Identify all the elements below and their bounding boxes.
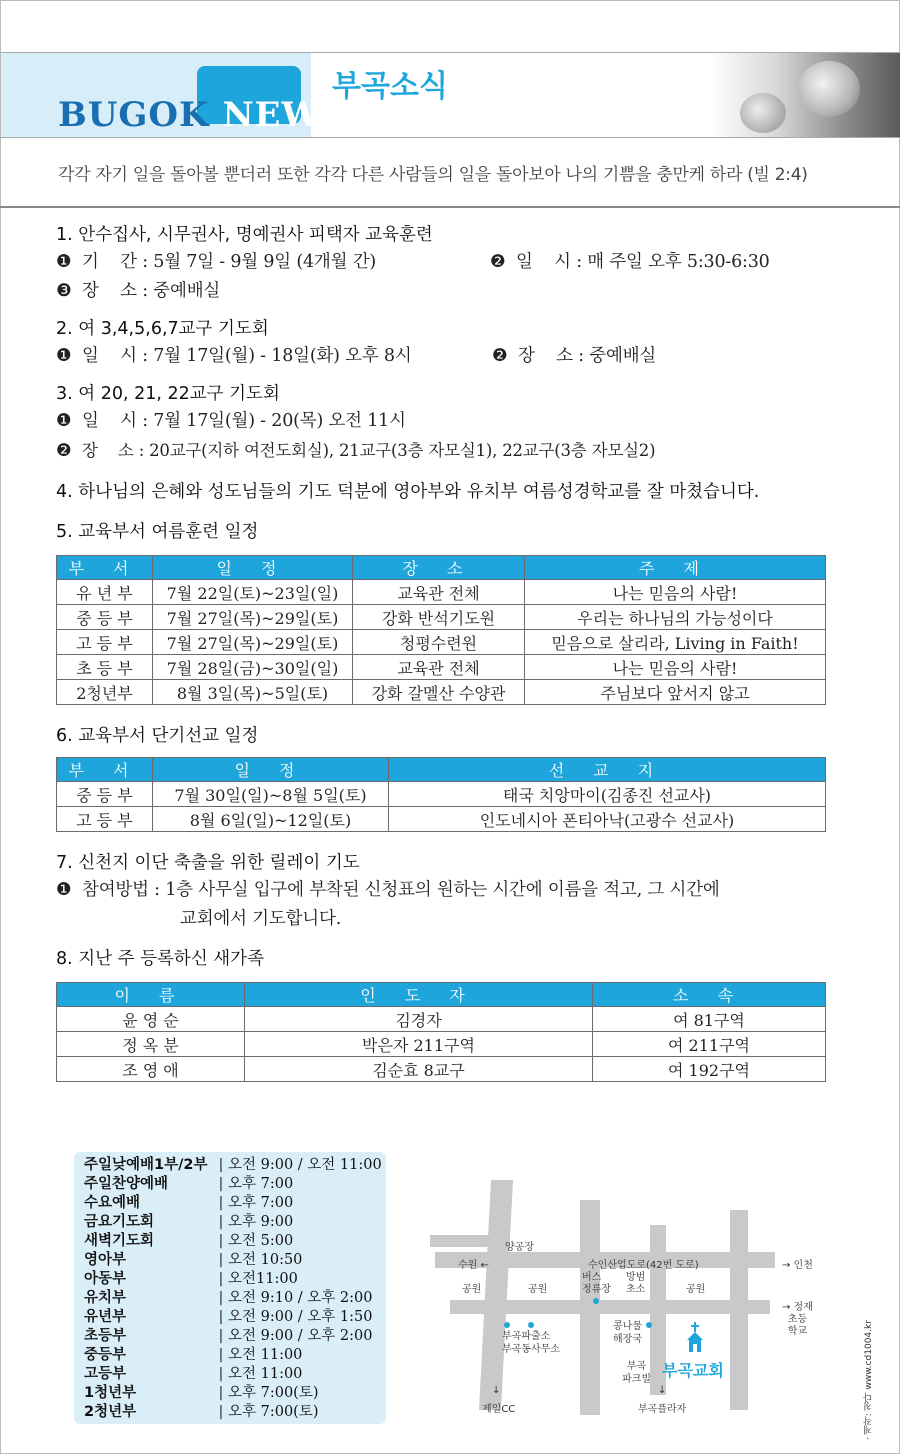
map-road xyxy=(450,1300,770,1314)
item-7-line-2 xyxy=(56,905,836,934)
logo-text-left: BUGOK xyxy=(58,95,223,135)
cell-date: 8월 6일(일)~12일(토) xyxy=(153,807,389,832)
map-road xyxy=(479,1180,513,1410)
news-content xyxy=(56,222,836,1082)
table-header-row xyxy=(57,758,826,782)
schedule-time: 오전 10:50 xyxy=(228,1252,303,1268)
cell-group: 여 211구역 xyxy=(593,1032,826,1057)
cell-name: 윤 영 순 xyxy=(57,1007,245,1032)
column-header: 소 속 xyxy=(593,983,826,1007)
schedule-name: 새벽기도회 xyxy=(84,1233,155,1249)
separator: | xyxy=(218,1347,224,1363)
schedule-time: 오전 9:00 / 오후 2:00 xyxy=(228,1328,373,1344)
schedule-time: 오후 7:00(토) xyxy=(228,1404,319,1420)
cell-place: 강화 갈멜산 수양관 xyxy=(353,680,525,705)
map-road xyxy=(430,1235,510,1247)
schedule-row xyxy=(84,1213,293,1232)
schedule-row xyxy=(84,1346,302,1365)
cell-theme: 믿음으로 살리라, Living in Faith! xyxy=(525,630,826,655)
bullet-1: ❶ xyxy=(56,346,72,366)
schedule-name: 고등부 xyxy=(84,1366,127,1382)
schedule-name: 중등부 xyxy=(84,1347,127,1363)
schedule-row xyxy=(84,1289,372,1308)
cell-theme: 우리는 하나님의 가능성이다 xyxy=(525,605,826,630)
cell-theme: 나는 믿음의 사람! xyxy=(525,580,826,605)
map-label: 공원 xyxy=(462,1284,482,1295)
bullet-2: ❷ xyxy=(492,346,508,366)
table-row xyxy=(57,680,826,705)
stone-image xyxy=(798,61,860,117)
separator: | xyxy=(218,1328,224,1344)
column-header: 부 서 xyxy=(57,758,153,782)
column-header: 장 소 xyxy=(353,556,525,580)
cell-date: 7월 28일(금)~30일(일) xyxy=(153,655,353,680)
separator: | xyxy=(218,1309,224,1325)
schedule-row xyxy=(84,1270,298,1289)
map-dot xyxy=(504,1322,510,1328)
logo xyxy=(58,95,346,135)
cell-dept: 2청년부 xyxy=(57,680,153,705)
cell-guide: 김경자 xyxy=(245,1007,593,1032)
schedule-row xyxy=(84,1251,302,1270)
cell-dept: 고 등 부 xyxy=(57,807,153,832)
separator: | xyxy=(218,1385,224,1401)
schedule-name: 유치부 xyxy=(84,1290,127,1306)
item-2-line-1 xyxy=(56,342,836,371)
map-label: 공원 xyxy=(528,1284,548,1295)
map-label: 수인산업도로(42번 도로) xyxy=(588,1260,699,1271)
map-label: 수원 ← xyxy=(458,1260,489,1271)
column-header: 인 도 자 xyxy=(245,983,593,1007)
schedule-name: 초등부 xyxy=(84,1328,127,1344)
down-arrow-icon: ↓ xyxy=(658,1385,667,1396)
bullet-1: ❶ xyxy=(56,411,72,431)
schedule-name: 금요기도회 xyxy=(84,1214,155,1230)
schedule-time: 오후 7:00 xyxy=(228,1195,294,1211)
table-header-row xyxy=(57,983,826,1007)
schedule-row xyxy=(84,1156,382,1175)
item-1-title: 1. 안수집사, 시무권사, 명예권사 피택자 교육훈련 xyxy=(56,225,433,245)
column-header: 부 서 xyxy=(57,556,153,580)
table-row xyxy=(57,807,826,832)
church-label: 부곡교회 xyxy=(662,1361,724,1380)
item-7-title: 7. 신천지 이단 축출을 위한 릴레이 기도 xyxy=(56,853,360,873)
map-label: 공원 xyxy=(686,1284,706,1295)
cell-date: 8월 3일(목)~5일(토) xyxy=(153,680,353,705)
church-map xyxy=(430,1170,840,1420)
cell-name: 정 옥 분 xyxy=(57,1032,245,1057)
header-photo xyxy=(710,53,900,137)
schedule-row xyxy=(84,1175,293,1194)
bus-stop-dot xyxy=(593,1298,599,1304)
map-label: 부곡파출소 부곡동사무소 xyxy=(502,1331,560,1355)
schedule-row xyxy=(84,1365,302,1384)
schedule-row xyxy=(84,1384,319,1403)
cell-date: 7월 27일(목)~29일(토) xyxy=(153,630,353,655)
separator: | xyxy=(218,1176,224,1192)
item-3-line-2 xyxy=(56,436,836,465)
schedule-name: 1청년부 xyxy=(84,1385,137,1401)
cell-theme: 주님보다 앞서지 않고 xyxy=(525,680,826,705)
table-row xyxy=(57,655,826,680)
item-3-line-1 xyxy=(56,407,836,436)
map-label: 제일CC xyxy=(482,1404,516,1415)
schedule-row xyxy=(84,1194,293,1213)
column-header: 일 정 xyxy=(153,556,353,580)
map-label: 부곡플라자 xyxy=(638,1404,687,1415)
separator: | xyxy=(218,1404,224,1420)
schedule-time: 오후 9:00 xyxy=(228,1214,294,1230)
map-label: 콩나물 해장국 xyxy=(613,1321,642,1345)
item-1-period: 기 간 : 5월 7일 - 9월 9일 (4개월 간) xyxy=(82,252,377,272)
map-label: 방범 초소 xyxy=(626,1272,646,1295)
cell-group: 여 192구역 xyxy=(593,1057,826,1082)
cell-dept: 고 등 부 xyxy=(57,630,153,655)
credit: · 제작: 청다 www.cd1004.kr xyxy=(864,1320,874,1440)
schedule-row xyxy=(84,1403,319,1422)
map-label: 버스 정류장 xyxy=(582,1272,611,1295)
column-header: 일 정 xyxy=(153,758,389,782)
separator: | xyxy=(218,1271,224,1287)
schedule-name: 아동부 xyxy=(84,1271,127,1287)
cell-dept: 초 등 부 xyxy=(57,655,153,680)
bullet-2: ❷ xyxy=(56,441,72,461)
separator: | xyxy=(218,1252,224,1268)
cell-guide: 박은자 211구역 xyxy=(245,1032,593,1057)
schedule-time: 오전 11:00 xyxy=(228,1347,303,1363)
mission-trip-table xyxy=(56,757,826,832)
down-arrow-icon: ↓ xyxy=(492,1385,501,1396)
cell-group: 여 81구역 xyxy=(593,1007,826,1032)
separator: | xyxy=(218,1290,224,1306)
bullet-2: ❷ xyxy=(490,252,506,272)
cell-date: 7월 27일(목)~29일(토) xyxy=(153,605,353,630)
cell-dept: 중 등 부 xyxy=(57,782,153,807)
item-1-line-2 xyxy=(56,277,836,306)
cell-mission-place: 인도네시아 폰티아낙(고광수 선교사) xyxy=(389,807,826,832)
table-row xyxy=(57,1007,826,1032)
item-5-title: 5. 교육부서 여름훈련 일정 xyxy=(56,522,259,542)
schedule-time: 오전 9:10 / 오후 2:00 xyxy=(228,1290,373,1306)
bullet-3: ❸ xyxy=(56,281,72,301)
cell-dept: 중 등 부 xyxy=(57,605,153,630)
newsletter-header xyxy=(0,52,900,138)
map-label: 양공장 xyxy=(505,1242,534,1253)
column-header: 선 교 지 xyxy=(389,758,826,782)
new-family-table xyxy=(56,982,826,1082)
table-row xyxy=(57,630,826,655)
item-2-place: 장 소 : 중예배실 xyxy=(518,346,657,366)
schedule-time: 오전 9:00 / 오전 11:00 xyxy=(228,1157,382,1173)
table-row xyxy=(57,1057,826,1082)
item-1-time: 일 시 : 매 주일 오후 5:30-6:30 xyxy=(516,252,770,272)
schedule-time: 오전 5:00 xyxy=(228,1233,294,1249)
item-2-title: 2. 여 3,4,5,6,7교구 기도회 xyxy=(56,319,269,339)
schedule-row xyxy=(84,1308,372,1327)
item-2-time: 일 시 : 7월 17일(월) - 18일(화) 오후 8시 xyxy=(82,346,412,366)
schedule-name: 주일낮예배1부/2부 xyxy=(84,1157,208,1173)
table-row xyxy=(57,605,826,630)
logo-text-right: NEWS xyxy=(222,95,347,135)
schedule-name: 영아부 xyxy=(84,1252,127,1268)
item-3-title: 3. 여 20, 21, 22교구 기도회 xyxy=(56,384,280,404)
divider xyxy=(0,206,900,208)
schedule-name: 주일찬양예배 xyxy=(84,1176,169,1192)
table-row xyxy=(57,782,826,807)
cell-place: 강화 반석기도원 xyxy=(353,605,525,630)
cell-date: 7월 22일(토)~23일(일) xyxy=(153,580,353,605)
table-row xyxy=(57,580,826,605)
schedule-row xyxy=(84,1327,372,1346)
item-4-title: 4. 하나님의 은혜와 성도님들의 기도 덕분에 영아부와 유치부 여름성경학교를 잘 마쳤습니다. xyxy=(56,482,760,502)
church-icon xyxy=(686,1322,704,1352)
table-header-row xyxy=(57,556,826,580)
item-1-place: 장 소 : 중예배실 xyxy=(82,281,221,301)
map-label: → 인천 xyxy=(782,1260,813,1271)
bullet-1: ❶ xyxy=(56,252,72,272)
separator: | xyxy=(218,1195,224,1211)
schedule-time: 오전11:00 xyxy=(228,1271,298,1287)
bible-verse: 각각 자기 일을 돌아볼 뿐더러 또한 각각 다른 사람들의 일을 돌아보아 나의 기쁨을 충만케 하라 (빌 2:4) xyxy=(58,165,808,185)
schedule-time: 오후 7:00(토) xyxy=(228,1385,319,1401)
cell-mission-place: 태국 치앙마이(김종진 선교사) xyxy=(389,782,826,807)
map-label: → 정재 초등 학교 xyxy=(782,1302,813,1337)
schedule-time: 오후 7:00 xyxy=(228,1176,294,1192)
item-7-method: 참여방법 : 1층 사무실 입구에 부착된 신청표의 원하는 시간에 이름을 적고, 그 시간에 xyxy=(82,880,720,900)
schedule-time: 오전 9:00 / 오후 1:50 xyxy=(228,1309,373,1325)
separator: | xyxy=(218,1366,224,1382)
cell-dept: 유 년 부 xyxy=(57,580,153,605)
cell-name: 조 영 애 xyxy=(57,1057,245,1082)
cell-place: 교육관 전체 xyxy=(353,580,525,605)
item-7-method-cont: 교회에서 기도합니다. xyxy=(180,909,342,929)
cell-date: 7월 30일(일)~8월 5일(토) xyxy=(153,782,389,807)
cell-theme: 나는 믿음의 사람! xyxy=(525,655,826,680)
cell-place: 청평수련원 xyxy=(353,630,525,655)
item-7-line-1 xyxy=(56,876,836,905)
item-8-title: 8. 지난 주 등록하신 새가족 xyxy=(56,949,264,969)
column-header: 주 제 xyxy=(525,556,826,580)
schedule-time: 오전 11:00 xyxy=(228,1366,303,1382)
schedule-name: 수요예배 xyxy=(84,1195,141,1211)
map-dot xyxy=(646,1322,652,1328)
column-header: 이 름 xyxy=(57,983,245,1007)
separator: | xyxy=(218,1233,224,1249)
map-dot xyxy=(528,1322,534,1328)
separator: | xyxy=(218,1214,224,1230)
schedule-name: 2청년부 xyxy=(84,1404,137,1420)
cell-place: 교육관 전체 xyxy=(353,655,525,680)
stone-image-small xyxy=(740,93,786,133)
worship-schedule xyxy=(74,1152,386,1424)
cell-guide: 김순효 8교구 xyxy=(245,1057,593,1082)
schedule-row xyxy=(84,1232,293,1251)
item-3-time: 일 시 : 7월 17일(월) - 20(목) 오전 11시 xyxy=(82,411,406,431)
item-6-title: 6. 교육부서 단기선교 일정 xyxy=(56,726,259,746)
map-label: 부곡 파크빌 xyxy=(622,1361,651,1385)
table-row xyxy=(57,1032,826,1057)
bullet-1: ❶ xyxy=(56,880,72,900)
item-1-line-1 xyxy=(56,248,836,277)
summer-training-table xyxy=(56,555,826,705)
separator: | xyxy=(218,1157,224,1173)
section-title: 부곡소식 xyxy=(332,69,448,104)
schedule-name: 유년부 xyxy=(84,1309,127,1325)
item-3-place: 장 소 : 20교구(지하 여전도회실), 21교구(3층 자모실1), 22교구(3층 자모실2) xyxy=(82,441,656,460)
